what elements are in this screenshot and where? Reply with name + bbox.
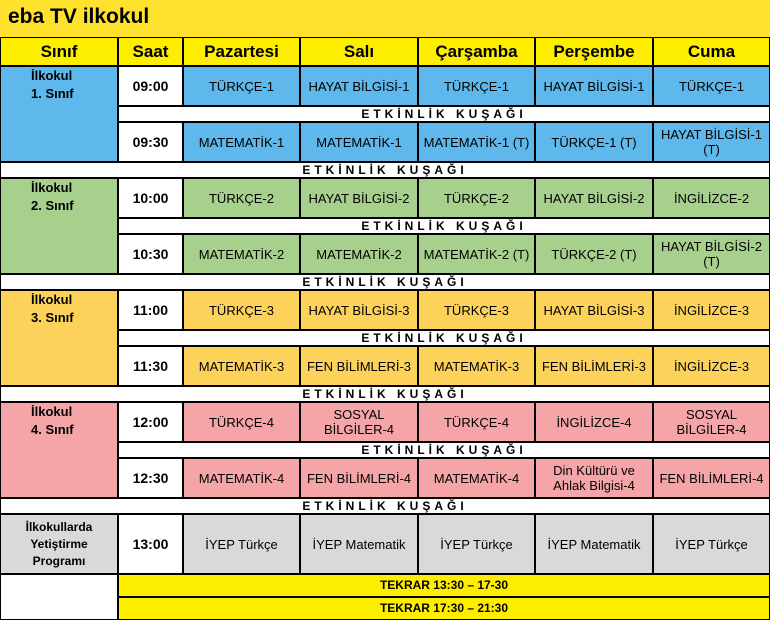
time-cell: 09:00 [118,66,183,106]
lesson-cell: TÜRKÇE-2 [183,178,300,218]
iyep-cell: İYEP Türkçe [653,514,770,574]
activity-band: ETKİNLİK KUŞAĞI [118,330,770,346]
lesson-cell: TÜRKÇE-1 [653,66,770,106]
lesson-cell: HAYAT BİLGİSİ-2 [535,178,653,218]
lesson-cell: TÜRKÇE-1 [183,66,300,106]
grade-label [0,178,118,274]
time-cell: 10:00 [118,178,183,218]
column-header: Çarşamba [418,37,535,66]
lesson-cell: TÜRKÇE-1 [418,66,535,106]
lesson-cell: MATEMATİK-1 (T) [418,122,535,162]
lesson-cell: HAYAT BİLGİSİ-1 [535,66,653,106]
time-cell: 12:00 [118,402,183,442]
empty-cell [0,574,118,620]
rerun-row: TEKRAR 17:30 – 21:30 [118,597,770,620]
activity-band: ETKİNLİK KUŞAĞI [0,498,770,514]
lesson-cell: FEN BİLİMLERİ-3 [300,346,418,386]
page-title: eba TV ilkokul [8,5,150,28]
grade-label [0,402,118,498]
lesson-cell: MATEMATİK-2 [300,234,418,274]
column-header: Pazartesi [183,37,300,66]
lesson-cell: MATEMATİK-1 [183,122,300,162]
lesson-cell: HAYAT BİLGİSİ-3 [535,290,653,330]
grade-label [0,290,118,386]
iyep-cell: İYEP Türkçe [183,514,300,574]
grade-label-line: 2. Sınıf [31,198,74,213]
lesson-cell: İNGİLİZCE-4 [535,402,653,442]
rerun-row: TEKRAR 13:30 – 17-30 [118,574,770,597]
lesson-cell: İNGİLİZCE-2 [653,178,770,218]
lesson-cell: HAYAT BİLGİSİ-3 [300,290,418,330]
activity-band: ETKİNLİK KUŞAĞI [118,442,770,458]
lesson-cell: HAYAT BİLGİSİ-1 (T) [653,122,770,162]
grade-label-line: 4. Sınıf [31,422,74,437]
activity-band: ETKİNLİK KUŞAĞI [0,386,770,402]
time-cell: 10:30 [118,234,183,274]
time-cell: 11:30 [118,346,183,386]
lesson-cell: TÜRKÇE-1 (T) [535,122,653,162]
lesson-cell: TÜRKÇE-2 [418,178,535,218]
column-header: Salı [300,37,418,66]
grade-label-line: İlkokul [31,68,73,83]
activity-band: ETKİNLİK KUŞAĞI [118,106,770,122]
lesson-cell: HAYAT BİLGİSİ-2 (T) [653,234,770,274]
grade-label-line: İlkokul [31,180,73,195]
lesson-cell: MATEMATİK-4 [183,458,300,498]
column-header: Perşembe [535,37,653,66]
activity-band: ETKİNLİK KUŞAĞI [0,274,770,290]
lesson-cell: MATEMATİK-4 [418,458,535,498]
iyep-label-line: İlkokullarda [25,519,93,534]
lesson-cell: SOSYAL BİLGİLER-4 [653,402,770,442]
lesson-cell: HAYAT BİLGİSİ-1 [300,66,418,106]
iyep-cell: İYEP Türkçe [418,514,535,574]
lesson-cell: SOSYAL BİLGİLER-4 [300,402,418,442]
iyep-label-line: Yetiştirme [30,536,88,551]
grade-label-line: İlkokul [31,292,73,307]
title-bar [0,0,770,37]
lesson-cell: MATEMATİK-1 [300,122,418,162]
lesson-cell: TÜRKÇE-2 (T) [535,234,653,274]
lesson-cell: TÜRKÇE-3 [183,290,300,330]
iyep-label-line: Programı [32,553,86,568]
lesson-cell: HAYAT BİLGİSİ-2 [300,178,418,218]
activity-band: ETKİNLİK KUŞAĞI [0,162,770,178]
column-header: Saat [118,37,183,66]
lesson-cell: TÜRKÇE-4 [418,402,535,442]
lesson-cell: FEN BİLİMLERİ-3 [535,346,653,386]
activity-band: ETKİNLİK KUŞAĞI [118,218,770,234]
iyep-cell: İYEP Matematik [300,514,418,574]
lesson-cell: İNGİLİZCE-3 [653,346,770,386]
lesson-cell: TÜRKÇE-4 [183,402,300,442]
grade-label [0,66,118,162]
time-cell: 13:00 [118,514,183,574]
time-cell: 09:30 [118,122,183,162]
lesson-cell: FEN BİLİMLERİ-4 [300,458,418,498]
lesson-cell: Din Kültürü ve Ahlak Bilgisi-4 [535,458,653,498]
time-cell: 12:30 [118,458,183,498]
lesson-cell: MATEMATİK-3 [418,346,535,386]
lesson-cell: İNGİLİZCE-3 [653,290,770,330]
grade-label-line: 3. Sınıf [31,310,74,325]
lesson-cell: FEN BİLİMLERİ-4 [653,458,770,498]
iyep-cell: İYEP Matematik [535,514,653,574]
grade-label-line: 1. Sınıf [31,86,74,101]
time-cell: 11:00 [118,290,183,330]
column-header: Cuma [653,37,770,66]
column-header: Sınıf [0,37,118,66]
iyep-label [0,514,118,574]
grade-label-line: İlkokul [31,404,73,419]
lesson-cell: TÜRKÇE-3 [418,290,535,330]
lesson-cell: MATEMATİK-3 [183,346,300,386]
lesson-cell: MATEMATİK-2 [183,234,300,274]
lesson-cell: MATEMATİK-2 (T) [418,234,535,274]
